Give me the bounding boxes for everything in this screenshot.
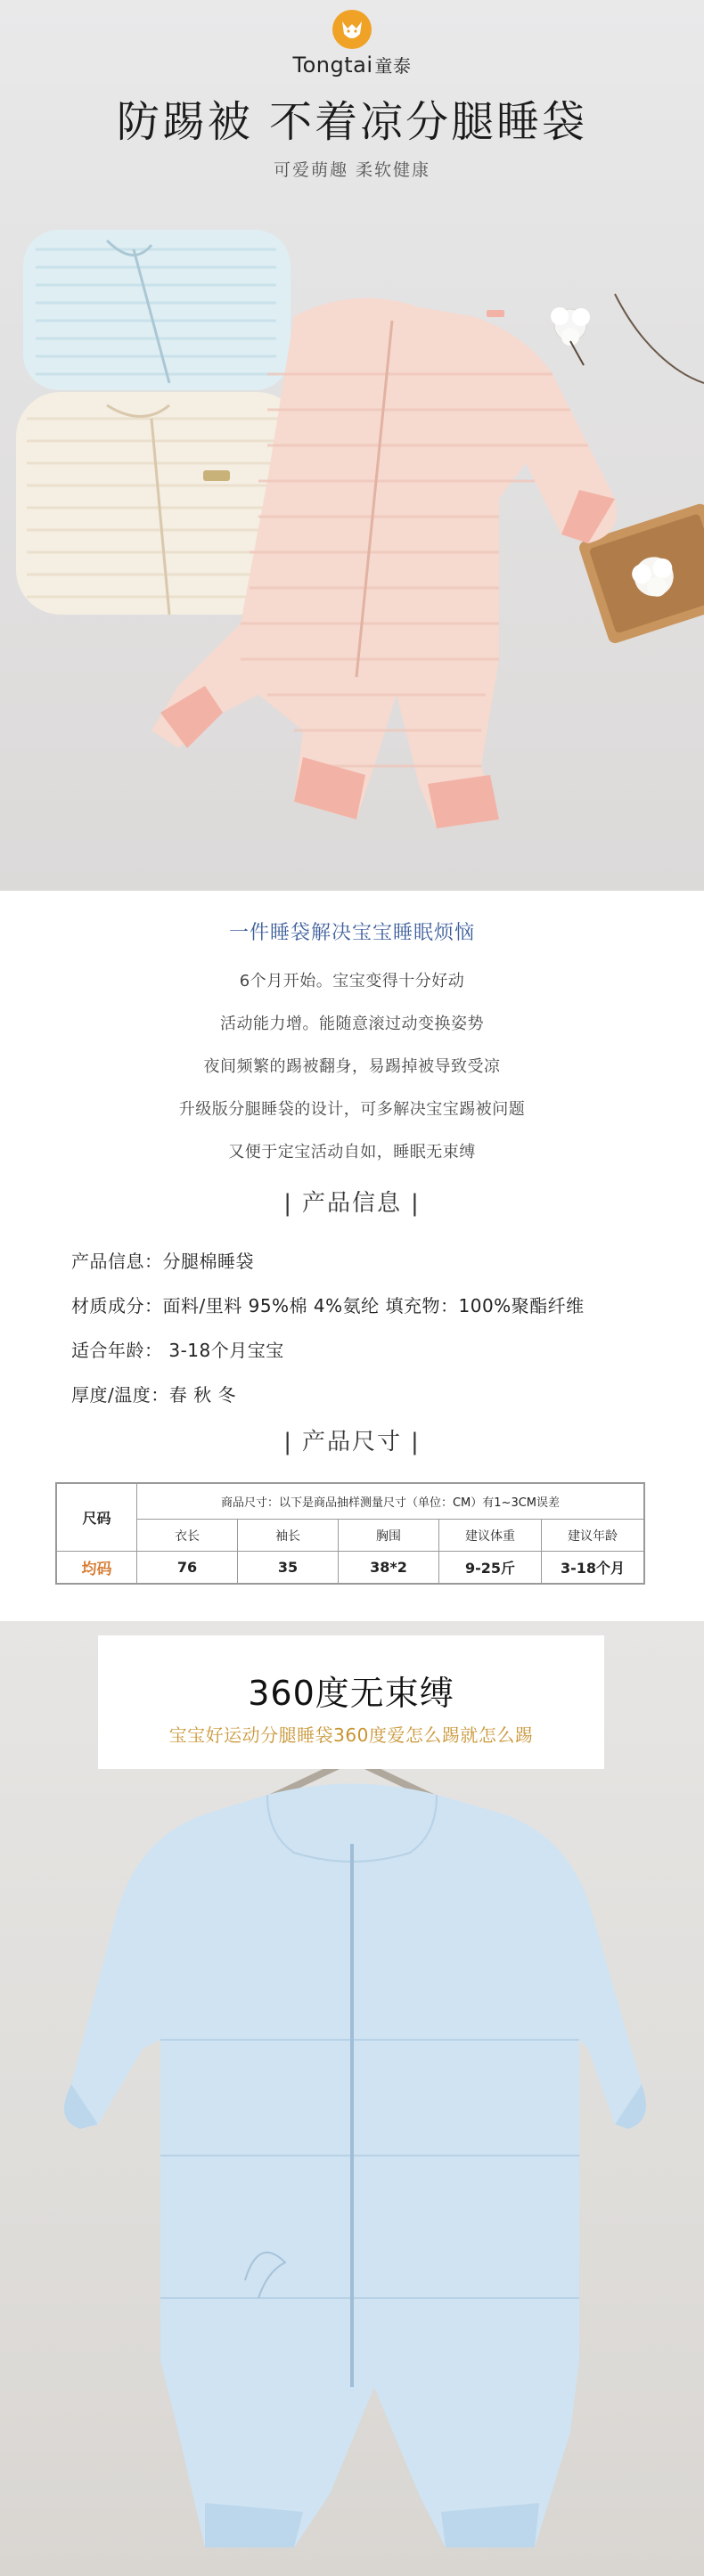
size-col-header: 胸围 — [338, 1519, 439, 1552]
product-info-title: | 产品信息 | — [283, 1190, 421, 1217]
feature-section — [0, 1621, 704, 2576]
feature-banner — [98, 1635, 604, 1769]
spec-line: 适合年龄： 3-18个月宝宝 — [71, 1340, 284, 1361]
spec-line: 材质成分：面料/里料 95%棉 4%氨纶 填充物：100%聚酯纤维 — [71, 1295, 585, 1317]
brand-cn: 童泰 — [374, 55, 412, 77]
spec-line: 产品信息：分腿棉睡袋 — [71, 1251, 254, 1272]
info-section — [0, 891, 704, 1621]
size-value: 76 — [136, 1551, 238, 1584]
size-value: 9-25斤 — [438, 1551, 542, 1584]
page-subtitle: 可爱萌趣 柔软健康 — [273, 160, 431, 180]
intro-line: 升级版分腿睡袋的设计，可多解决宝宝踢被问题 — [178, 1100, 526, 1119]
size-col-header: 衣长 — [136, 1519, 238, 1552]
intro-line: 活动能力增。能随意滚过动变换姿势 — [220, 1015, 484, 1033]
intro-line: 6个月开始。宝宝变得十分好动 — [239, 972, 465, 990]
feature-subtitle: 宝宝好运动分腿睡袋360度爱怎么踢就怎么踢 — [168, 1724, 534, 1746]
intro-heading: 一件睡袋解决宝宝睡眠烦恼 — [228, 922, 475, 944]
size-col-header: 建议体重 — [438, 1519, 542, 1552]
size-col-header: 建议年龄 — [541, 1519, 644, 1552]
hero-section — [0, 0, 704, 891]
size-value: 3-18个月 — [541, 1551, 644, 1584]
feature-title: 360度无束缚 — [248, 1674, 454, 1713]
brand-name — [0, 52, 704, 77]
brand-logo[interactable] — [0, 9, 704, 77]
size-row-label: 尺码 — [56, 1483, 137, 1552]
product-info-title-text: 产品信息 — [301, 1190, 402, 1217]
product-size-title-text: 产品尺寸 — [301, 1429, 402, 1455]
size-value: 35 — [237, 1551, 339, 1584]
page-title: 防踢被 不着凉分腿睡袋 — [116, 97, 588, 147]
intro-lines — [0, 960, 704, 1174]
size-value: 38*2 — [338, 1551, 439, 1584]
size-col-header: 袖长 — [237, 1519, 339, 1552]
intro-line: 又便于定宝活动自如，睡眠无束缚 — [228, 1143, 476, 1162]
fox-head-icon — [332, 9, 372, 50]
product-size-title: | 产品尺寸 | — [283, 1429, 421, 1455]
brand-en: Tongtai — [292, 53, 373, 77]
size-table — [55, 1482, 645, 1585]
spec-line: 厚度/温度：春 秋 冬 — [71, 1384, 236, 1406]
size-note: 商品尺寸：以下是商品抽样测量尺寸（单位：CM）有1~3CM误差 — [136, 1483, 644, 1520]
size-name: 均码 — [56, 1551, 137, 1584]
intro-line: 夜间频繁的踢被翻身，易踢掉被导致受凉 — [203, 1057, 501, 1076]
